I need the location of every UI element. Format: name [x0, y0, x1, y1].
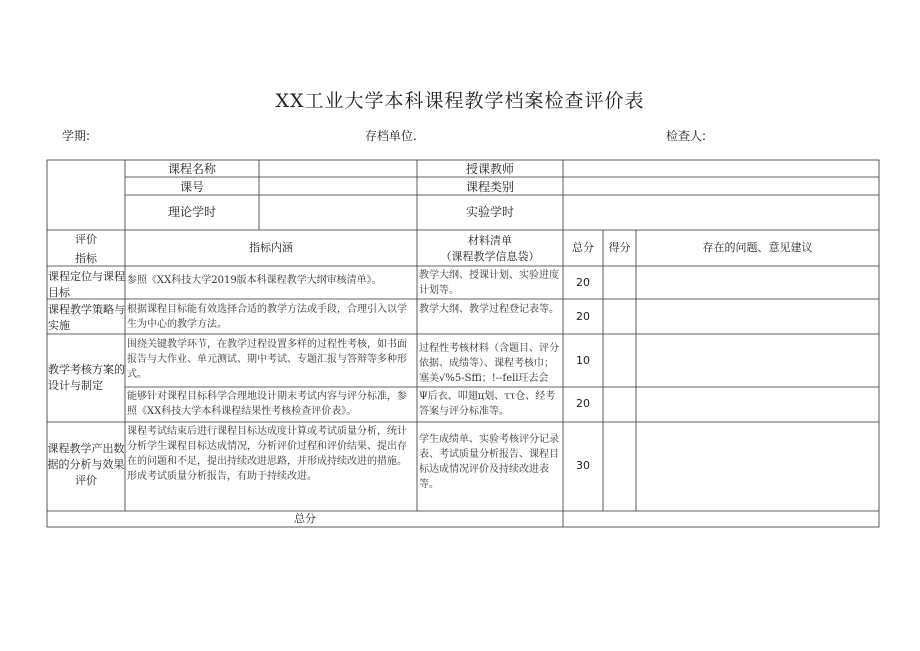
row-content: 围绕关键教学环节，在教学过程设置多样的过程性考核，如书面报告与大作业、单元测试、期中考试、专题汇报与答辩等多种形式。	[127, 339, 407, 380]
header-eval: 评价	[75, 233, 97, 246]
row-materials: 教学大纲、授课计划、实验进度计划等。	[419, 270, 559, 296]
archive-unit-label: 存档单位.	[365, 129, 417, 143]
row-total: 20	[576, 310, 590, 323]
course-name-label: 课程名称	[167, 162, 216, 176]
page-title: XX工业大学本科课程教学档案检查评价表	[275, 90, 645, 112]
course-no-label: 课号	[179, 180, 204, 194]
row-total: 20	[576, 276, 590, 289]
row-content: 能够针对课程目标科学合理地设计期末考试内容与评分标准，参照《XX科技大学本科课程结果性考核检查评价表》。	[127, 391, 407, 417]
inspector-label: 检查人:	[666, 129, 707, 143]
row-materials: 教学大纲、教学过程登记表等。	[419, 304, 559, 315]
row-materials: Ψ后衣、叩翅ц划、ττ仓、经考答案与评分标准等。	[419, 391, 556, 417]
row-content: 课程考试结束后进行课程目标达成度计算或考试质量分析，统计分析学生课程目标达成情况，分析评价过程和评价结果、提出存在的问题和不足，提出持续改进思路，并形成持续改进的措施。形成考试质量分析报告，有助于持续改进。	[127, 426, 407, 482]
header-score: 得分	[608, 241, 631, 254]
theory-hours-label: 理论学时	[167, 205, 216, 219]
lab-hours-label: 实验学时	[465, 205, 514, 219]
grand-total-label: 总分	[294, 512, 316, 525]
row-total: 30	[576, 459, 590, 472]
term-label: 学期:	[62, 129, 91, 143]
row-item: 课程定位与课程目标	[48, 270, 125, 299]
row-materials: 过程性考核材料（含题目、评分依据、成绩等）、课程考核巾；塞美√%5-Sffi；!--fell玨去会	[419, 343, 559, 384]
row-content: 参照《XX科技大学2019版本科课程教学大纲审核清单》。	[127, 275, 382, 286]
row-total: 20	[576, 397, 590, 410]
row-item: 课程教学产出数据的分析与效果评价	[47, 442, 125, 487]
header-issues: 存在的问题、意见建议	[702, 241, 813, 254]
course-type-label: 课程类别	[465, 180, 514, 194]
header-total: 总分	[572, 241, 594, 254]
header-materials-sub: （课程教学信息袋）	[440, 250, 540, 263]
header-content: 指标内涵	[249, 241, 293, 254]
header-materials: 材料清单	[468, 234, 512, 247]
row-materials: 学生成绩单、实验考核评分记录表、考试质量分析报告、课程目标达成情况评价及持续改进表等。	[419, 434, 559, 490]
row-total: 10	[576, 354, 590, 367]
header-indicator: 指标	[75, 252, 97, 265]
row-content: 根据课程目标能有效选择合适的教学方法或手段，合理引入以学生为中心的教学方法。	[127, 304, 407, 330]
teacher-label: 授课教师	[465, 162, 514, 176]
row-item: 教学考核方案的设计与制定	[48, 363, 125, 392]
row-item: 课程教学策略与实施	[48, 303, 125, 332]
